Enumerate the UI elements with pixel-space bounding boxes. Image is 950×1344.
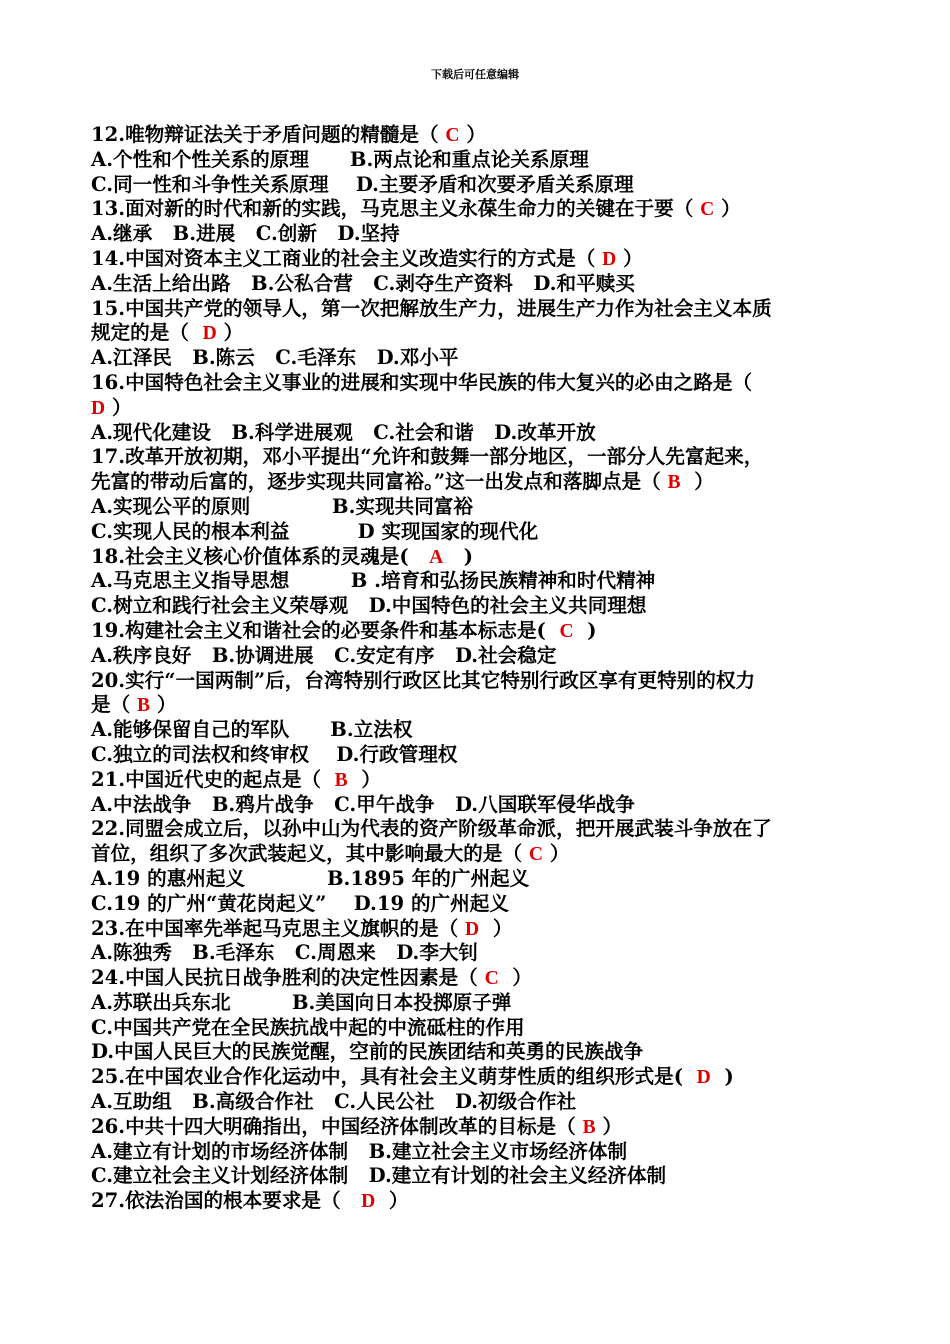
text-line bbox=[91, 1115, 866, 1140]
line-text: ） bbox=[498, 966, 533, 990]
text-line bbox=[91, 123, 866, 148]
line-text: A.实现公平的原则 B.实现共同富裕 bbox=[91, 494, 473, 518]
line-text: 12.唯物辩证法关于矛盾问题的精髓是（ bbox=[91, 123, 446, 146]
line-text: ） bbox=[216, 321, 244, 345]
text-line bbox=[91, 1140, 866, 1165]
text-line bbox=[91, 1090, 866, 1115]
answer-letter: C bbox=[700, 199, 715, 221]
text-line bbox=[91, 867, 866, 892]
line-text: ） bbox=[595, 1114, 623, 1138]
answer-letter: D bbox=[202, 323, 217, 345]
text-line bbox=[91, 1016, 866, 1041]
line-text: 规定的是（ bbox=[91, 321, 203, 345]
answer-letter: C bbox=[445, 125, 460, 146]
line-text: 20.实行“一国两制”后，台湾特别行政区比其它特别行政区享有更特别的权力 bbox=[91, 668, 756, 692]
line-text: 首位，组织了多次武装起义，其中影响最大的是（ bbox=[91, 842, 529, 866]
line-text: C.中国共产党在全民族抗战中起的中流砥柱的作用 bbox=[91, 1015, 525, 1039]
text-line bbox=[91, 346, 866, 371]
line-text: 22.同盟会成立后，以孙中山为代表的资产阶级革命派，把开展武装斗争放在了 bbox=[91, 817, 772, 841]
text-line bbox=[91, 1040, 866, 1065]
text-line bbox=[91, 222, 866, 247]
text-line bbox=[91, 743, 866, 768]
line-text: A.苏联出兵东北 B.美国向日本投掷原子弹 bbox=[91, 990, 512, 1014]
line-text: A.江泽民 B.陈云 C.毛泽东 D.邓小平 bbox=[91, 346, 459, 370]
text-line bbox=[91, 197, 866, 222]
answer-letter: D bbox=[602, 248, 617, 270]
line-text: ） bbox=[347, 767, 381, 791]
text-line bbox=[91, 768, 866, 793]
line-text: ） bbox=[680, 470, 714, 494]
text-line bbox=[91, 247, 866, 272]
line-text: A.现代化建设 B.科学进展观 C.社会和谐 D.改革开放 bbox=[91, 420, 596, 444]
text-line bbox=[91, 594, 866, 619]
text-line bbox=[91, 842, 866, 867]
page-header: 下载后可任意编辑 bbox=[431, 68, 519, 81]
line-text: ） bbox=[105, 395, 132, 419]
line-text: 13.面对新的时代和新的实践，马克思主义永葆生命力的关键在于要（ bbox=[91, 197, 701, 221]
text-line bbox=[91, 545, 866, 570]
text-line bbox=[91, 569, 866, 594]
text-line bbox=[91, 669, 866, 694]
text-line bbox=[91, 941, 866, 966]
answer-letter: B bbox=[582, 1116, 596, 1138]
answer-letter: C bbox=[559, 620, 574, 642]
line-text: A.建立有计划的市场经济体制 B.建立社会主义市场经济体制 bbox=[91, 1139, 628, 1163]
line-text: 27.依法治国的根本要求是（ bbox=[91, 1189, 362, 1213]
line-text: ） bbox=[150, 693, 177, 717]
line-text: ) bbox=[710, 1065, 734, 1089]
answer-letter: A bbox=[429, 546, 444, 568]
text-line bbox=[91, 371, 866, 396]
line-text: A.继承 B.进展 C.创新 D.坚持 bbox=[91, 222, 400, 246]
text-line bbox=[91, 520, 866, 545]
line-text: A.能够保留自己的军队 B.立法权 bbox=[91, 718, 413, 742]
text-line bbox=[91, 445, 866, 470]
text-line bbox=[91, 321, 866, 346]
text-line bbox=[91, 173, 866, 198]
answer-letter: B bbox=[667, 472, 681, 494]
line-text: D.中国人民巨大的民族觉醒，空前的民族团结和英勇的民族战争 bbox=[91, 1040, 644, 1064]
line-text: A.互助组 B.高级合作社 C.人民公社 D.初级合作社 bbox=[91, 1090, 577, 1114]
line-text: ） bbox=[459, 123, 486, 146]
line-text: ) bbox=[573, 618, 597, 642]
text-line bbox=[91, 966, 866, 991]
text-line bbox=[91, 1065, 866, 1090]
text-line bbox=[91, 693, 866, 718]
answer-letter: D bbox=[91, 397, 106, 419]
answer-letter: D bbox=[465, 918, 480, 940]
line-text: ） bbox=[479, 916, 513, 940]
text-line bbox=[91, 817, 866, 842]
text-line bbox=[91, 495, 866, 520]
line-text: 16.中国特色社会主义事业的进展和实现中华民族的伟大复兴的必由之路是（ bbox=[91, 370, 753, 394]
line-text: 26.中共十四大明确指出，中国经济体制改革的目标是（ bbox=[91, 1114, 583, 1138]
line-text: A.19 的惠州起义 B.1895 年的广州起义 bbox=[91, 866, 530, 890]
line-text: A.陈独秀 B.毛泽东 C.周恩来 D.李大钊 bbox=[91, 941, 479, 965]
line-text: C.独立的司法权和终审权 D.行政管理权 bbox=[91, 742, 458, 766]
line-text: A.个性和个性关系的原理 B.两点论和重点论关系原理 bbox=[91, 147, 589, 171]
question-list bbox=[91, 123, 866, 1214]
line-text: 25.在中国农业合作化运动中，具有社会主义萌芽性质的组织形式是( bbox=[91, 1065, 697, 1089]
text-line bbox=[91, 421, 866, 446]
answer-letter: C bbox=[528, 844, 544, 866]
text-line bbox=[91, 1164, 866, 1189]
line-text: ） bbox=[714, 197, 741, 221]
line-text: ） bbox=[375, 1189, 409, 1213]
text-line bbox=[91, 272, 866, 297]
line-text: ） bbox=[616, 246, 643, 270]
line-text: 23.在中国率先举起马克思主义旗帜的是（ bbox=[91, 916, 466, 940]
line-text: 先富的带动后富的，逐步实现共同富裕。”这一出发点和落脚点是（ bbox=[91, 470, 668, 494]
text-line bbox=[91, 1189, 866, 1214]
line-text: A.中法战争 B.鸦片战争 C.甲午战争 D.八国联军侵华战争 bbox=[91, 792, 635, 816]
line-text: ） bbox=[543, 842, 570, 866]
line-text: 14.中国对资本主义工商业的社会主义改造实行的方式是（ bbox=[91, 246, 603, 270]
text-line bbox=[91, 148, 866, 173]
line-text: 21.中国近代史的起点是（ bbox=[91, 767, 335, 791]
line-text: 是（ bbox=[91, 693, 138, 717]
text-line bbox=[91, 917, 866, 942]
line-text: 24.中国人民抗日战争胜利的决定性因素是（ bbox=[91, 966, 485, 990]
line-text: A.生活上给出路 B.公私合营 C.剥夺生产资料 D.和平赎买 bbox=[91, 271, 635, 295]
line-text: A.秩序良好 B.协调进展 C.安定有序 D.社会稳定 bbox=[91, 643, 557, 667]
text-line bbox=[91, 470, 866, 495]
text-line bbox=[91, 718, 866, 743]
line-text: A.马克思主义指导思想 B .培育和弘扬民族精神和时代精神 bbox=[91, 569, 656, 593]
answer-letter: C bbox=[484, 968, 499, 990]
text-line bbox=[91, 991, 866, 1016]
text-line bbox=[91, 644, 866, 669]
text-line bbox=[91, 793, 866, 818]
line-text: C.同一性和斗争性关系原理 D.主要矛盾和次要矛盾关系原理 bbox=[91, 172, 634, 196]
line-text: C.树立和践行社会主义荣辱观 D.中国特色的社会主义共同理想 bbox=[91, 594, 647, 618]
answer-letter: B bbox=[137, 695, 151, 717]
line-text: ) bbox=[443, 544, 474, 568]
line-text: 15.中国共产党的领导人，第一次把解放生产力，进展生产力作为社会主义本质 bbox=[91, 296, 772, 320]
text-line bbox=[91, 297, 866, 322]
line-text: C.实现人民的根本利益 D 实现国家的现代化 bbox=[91, 519, 539, 543]
text-line bbox=[91, 892, 866, 917]
line-text: 18.社会主义核心价值体系的灵魂是( bbox=[91, 544, 430, 568]
line-text: 17.改革开放初期，邓小平提出“允许和鼓舞一部分地区，一部分人先富起来， bbox=[91, 445, 764, 469]
line-text: C.19 的广州“黄花岗起义” D.19 的广州起义 bbox=[91, 891, 509, 915]
line-text: C.建立社会主义计划经济体制 D.建立有计划的社会主义经济体制 bbox=[91, 1164, 667, 1188]
answer-letter: B bbox=[334, 769, 348, 791]
answer-letter: D bbox=[696, 1067, 711, 1089]
text-line bbox=[91, 619, 866, 644]
line-text: 19.构建社会主义和谐社会的必要条件和基本标志是( bbox=[91, 618, 560, 642]
answer-letter: D bbox=[361, 1191, 376, 1213]
text-line bbox=[91, 396, 866, 421]
